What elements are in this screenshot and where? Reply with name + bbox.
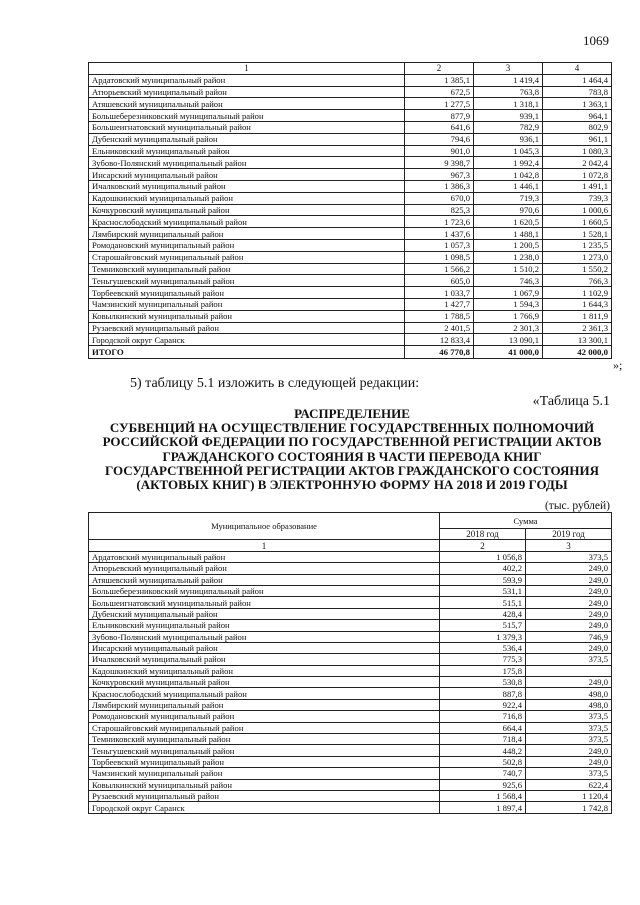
table-row (89, 756, 612, 767)
table-row (89, 310, 612, 322)
table-row (89, 790, 612, 801)
amount-cell: 925,6 (440, 779, 526, 790)
amount-cell: 593,9 (440, 574, 526, 585)
table-row (89, 322, 612, 334)
amount-cell: 1 277,5 (405, 98, 474, 110)
amount-cell: 249,0 (526, 597, 612, 608)
table-row (89, 110, 612, 122)
amount-cell: 1 897,4 (440, 802, 526, 813)
amount-cell: 802,9 (543, 121, 612, 133)
amount-cell: 1 385,1 (405, 74, 474, 86)
amount-cell: 1 566,2 (405, 263, 474, 275)
amount-cell: 1 811,9 (543, 310, 612, 322)
municipality-cell: Ромодановский муниципальный район (89, 239, 405, 251)
amount-cell: 428,4 (440, 608, 526, 619)
amount-cell: 249,0 (526, 608, 612, 619)
amount-cell: 1 056,8 (440, 551, 526, 562)
page-number: 1069 (583, 33, 609, 48)
unit-label: (тыс. рублей) (544, 500, 610, 512)
amount-cell: 249,0 (526, 756, 612, 767)
municipality-cell: Большеберезниковский муниципальный район (89, 585, 440, 596)
amount-cell: 664,4 (440, 722, 526, 733)
amount-cell: 775,3 (440, 654, 526, 665)
amount-cell: 373,5 (526, 551, 612, 562)
municipality-cell: Теньгушевский муниципальный район (89, 275, 405, 287)
table-row (89, 654, 612, 665)
table-row (89, 216, 612, 228)
table-row (89, 228, 612, 240)
heading-line: СУБВЕНЦИЙ НА ОСУЩЕСТВЛЕНИЕ ГОСУДАРСТВЕННЫХ ПОЛНОМОЧИЙ (109, 420, 595, 436)
amount-cell: 1 098,5 (405, 251, 474, 263)
municipality-cell: Лямбирский муниципальный район (89, 699, 440, 710)
amount-cell: 42 000,0 (543, 346, 612, 359)
amount-cell: 1 318,1 (474, 98, 543, 110)
amount-cell: 1 464,4 (543, 74, 612, 86)
amount-cell: 531,1 (440, 585, 526, 596)
amount-cell: 1 488,1 (474, 228, 543, 240)
table-row (89, 98, 612, 110)
table-row (89, 574, 612, 585)
municipality-cell: Чамзинский муниципальный район (89, 298, 405, 310)
table-row (89, 180, 612, 192)
table-row (89, 251, 612, 263)
amount-cell: 1 550,2 (543, 263, 612, 275)
table2-number-row (89, 540, 612, 551)
amount-cell: 718,4 (440, 734, 526, 745)
table-row (89, 275, 612, 287)
amount-cell: 41 000,0 (474, 346, 543, 359)
table-row (89, 631, 612, 642)
amount-cell: 964,1 (543, 110, 612, 122)
table-row (89, 642, 612, 653)
amount-cell: 1 437,6 (405, 228, 474, 240)
amount-cell: 373,5 (526, 722, 612, 733)
amount-cell: 739,3 (543, 192, 612, 204)
amount-cell: 922,4 (440, 699, 526, 710)
total-row (89, 346, 612, 359)
municipality-cell: Атюрьевский муниципальный район (89, 563, 440, 574)
amount-cell: 1 788,5 (405, 310, 474, 322)
municipality-cell: Инсарский муниципальный район (89, 642, 440, 653)
amount-cell: 1 235,5 (543, 239, 612, 251)
municipality-cell: Кадошкинский муниципальный район (89, 192, 405, 204)
amount-cell: 249,0 (526, 677, 612, 688)
amount-cell: 1 067,9 (474, 287, 543, 299)
municipality-cell: Большеигнатовский муниципальный район (89, 121, 405, 133)
column-header-sum: Сумма (440, 513, 612, 529)
municipality-cell: Ардатовский муниципальный район (89, 74, 405, 86)
table-row (89, 263, 612, 275)
table-row (89, 192, 612, 204)
municipality-cell: Кадошкинский муниципальный район (89, 665, 440, 676)
amount-cell: 641,6 (405, 121, 474, 133)
amount-cell: 746,9 (526, 631, 612, 642)
table2-number-cell: 3 (526, 540, 612, 551)
amount-cell: 1 045,3 (474, 145, 543, 157)
column-header-2019: 2019 год (526, 529, 612, 540)
amount-cell: 1 620,5 (474, 216, 543, 228)
table1-header-cell: 1 (89, 63, 405, 75)
table1-header-row (89, 63, 612, 75)
amount-cell: 1 723,6 (405, 216, 474, 228)
amount-cell: 1 419,4 (474, 74, 543, 86)
municipality-cell: Инсарский муниципальный район (89, 169, 405, 181)
amount-cell: 498,0 (526, 699, 612, 710)
amount-cell: 887,8 (440, 688, 526, 699)
municipality-cell: Городской округ Саранск (89, 802, 440, 813)
amount-cell: 402,2 (440, 563, 526, 574)
amount-cell: 249,0 (526, 574, 612, 585)
amount-cell: 13 300,1 (543, 334, 612, 346)
table-row (89, 608, 612, 619)
table-row (89, 734, 612, 745)
municipality-cell: Чамзинский муниципальный район (89, 768, 440, 779)
amount-cell: 515,7 (440, 620, 526, 631)
municipality-cell: ИТОГО (89, 346, 405, 359)
heading-line: РАСПРЕДЕЛЕНИЕ (294, 406, 410, 421)
amendment-instruction: 5) таблицу 5.1 изложить в следующей редакции: (130, 376, 420, 391)
amount-cell: 740,7 (440, 768, 526, 779)
municipality-cell: Ельниковский муниципальный район (89, 620, 440, 631)
amount-cell: 936,1 (474, 133, 543, 145)
table-row (89, 677, 612, 688)
amount-cell: 2 301,3 (474, 322, 543, 334)
municipality-cell: Ромодановский муниципальный район (89, 711, 440, 722)
table-row (89, 665, 612, 676)
amount-cell: 782,9 (474, 121, 543, 133)
amount-cell: 719,3 (474, 192, 543, 204)
table-row (89, 585, 612, 596)
table1-header-cell: 4 (543, 63, 612, 75)
table-row (89, 563, 612, 574)
amount-cell: 249,0 (526, 642, 612, 653)
amount-cell: 1 273,0 (543, 251, 612, 263)
column-header-municipality: Муниципальное образование (89, 513, 440, 540)
amount-cell: 515,1 (440, 597, 526, 608)
municipality-cell: Ичалковский муниципальный район (89, 654, 440, 665)
table1-header-cell: 2 (405, 63, 474, 75)
amount-cell: 249,0 (526, 620, 612, 631)
amount-cell: 622,4 (526, 779, 612, 790)
amount-cell: 249,0 (526, 585, 612, 596)
heading-line: РОССИЙСКОЙ ФЕДЕРАЦИИ ПО ГОСУДАРСТВЕННОЙ РЕГИСТРАЦИИ АКТОВ (102, 434, 602, 450)
amount-cell: 670,0 (405, 192, 474, 204)
municipality-cell: Атяшевский муниципальный район (89, 98, 405, 110)
amount-cell: 1 992,4 (474, 157, 543, 169)
amount-cell: 961,1 (543, 133, 612, 145)
amount-cell: 1 033,7 (405, 287, 474, 299)
amount-cell: 1 427,7 (405, 298, 474, 310)
municipality-cell: Краснослободский муниципальный район (89, 688, 440, 699)
table-row (89, 121, 612, 133)
table2-header-row (89, 513, 612, 529)
amount-cell: 536,4 (440, 642, 526, 653)
amount-cell: 1 120,4 (526, 790, 612, 801)
amount-cell: 877,9 (405, 110, 474, 122)
amount-cell: 1 568,4 (440, 790, 526, 801)
amount-cell: 498,0 (526, 688, 612, 699)
amount-cell: 249,0 (526, 563, 612, 574)
amount-cell: 373,5 (526, 768, 612, 779)
amount-cell: 2 401,5 (405, 322, 474, 334)
municipality-cell: Атяшевский муниципальный район (89, 574, 440, 585)
table-row (89, 711, 612, 722)
amount-cell: 1 080,3 (543, 145, 612, 157)
amount-cell: 794,6 (405, 133, 474, 145)
table1-header-cell: 3 (474, 63, 543, 75)
municipality-cell: Краснослободский муниципальный район (89, 216, 405, 228)
table-row (89, 287, 612, 299)
municipality-cell: Ардатовский муниципальный район (89, 551, 440, 562)
municipality-cell: Рузаевский муниципальный район (89, 322, 405, 334)
municipality-cell: Старошайговский муниципальный район (89, 722, 440, 733)
table-row (89, 298, 612, 310)
table-row (89, 722, 612, 733)
municipality-cell: Дубенский муниципальный район (89, 133, 405, 145)
amount-cell: 1 072,8 (543, 169, 612, 181)
amount-cell: 1 510,2 (474, 263, 543, 275)
amount-cell: 970,6 (474, 204, 543, 216)
municipality-cell: Большеберезниковский муниципальный район (89, 110, 405, 122)
table-row (89, 745, 612, 756)
amount-cell: 766,3 (543, 275, 612, 287)
municipality-cell: Торбеевский муниципальный район (89, 756, 440, 767)
amount-cell: 783,8 (543, 86, 612, 98)
subsidy-table-previous (88, 62, 612, 359)
amount-cell: 1 102,9 (543, 287, 612, 299)
heading-line: (АКТОВЫХ КНИГ) В ЭЛЕКТРОННУЮ ФОРМУ НА 2018 И 2019 ГОДЫ (136, 477, 568, 493)
amount-cell: 12 833,4 (405, 334, 474, 346)
table-row (89, 551, 612, 562)
amount-cell: 1 594,3 (474, 298, 543, 310)
amount-cell: 2 042,4 (543, 157, 612, 169)
municipality-cell: Ковылкинский муниципальный район (89, 779, 440, 790)
table2-body (89, 513, 612, 814)
amount-cell: 1 379,3 (440, 631, 526, 642)
municipality-cell: Ковылкинский муниципальный район (89, 310, 405, 322)
amount-cell: 763,8 (474, 86, 543, 98)
municipality-cell: Атюрьевский муниципальный район (89, 86, 405, 98)
municipality-cell: Ельниковский муниципальный район (89, 145, 405, 157)
amount-cell: 746,3 (474, 275, 543, 287)
amount-cell: 1 644,3 (543, 298, 612, 310)
amount-cell: 825,3 (405, 204, 474, 216)
table-row (89, 768, 612, 779)
amount-cell: 13 090,1 (474, 334, 543, 346)
table-row (89, 169, 612, 181)
amount-cell: 373,5 (526, 654, 612, 665)
table-row (89, 239, 612, 251)
municipality-cell: Дубенский муниципальный район (89, 608, 440, 619)
municipality-cell: Кочкуровский муниципальный район (89, 677, 440, 688)
table-row (89, 145, 612, 157)
amount-cell: 1 042,8 (474, 169, 543, 181)
municipality-cell: Старошайговский муниципальный район (89, 251, 405, 263)
amount-cell: 672,5 (405, 86, 474, 98)
amount-cell: 967,3 (405, 169, 474, 181)
municipality-cell: Городской округ Саранск (89, 334, 405, 346)
table-row (89, 688, 612, 699)
table2-number-cell: 2 (440, 540, 526, 551)
table-row (89, 802, 612, 813)
table-row (89, 204, 612, 216)
amount-cell: 605,0 (405, 275, 474, 287)
municipality-cell: Лямбирский муниципальный район (89, 228, 405, 240)
table-row (89, 133, 612, 145)
amount-cell: 1 766,9 (474, 310, 543, 322)
amount-cell: 448,2 (440, 745, 526, 756)
amount-cell: 2 361,3 (543, 322, 612, 334)
table-row (89, 699, 612, 710)
table-row (89, 157, 612, 169)
amount-cell (526, 665, 612, 676)
closing-quote: »; (613, 358, 623, 372)
table-row (89, 597, 612, 608)
heading-line: ГРАЖДАНСКОГО СОСТОЯНИЯ В ЧАСТИ ПЕРЕВОДА КНИГ (162, 448, 542, 464)
amount-cell: 502,8 (440, 756, 526, 767)
amount-cell: 901,0 (405, 145, 474, 157)
municipality-cell: Темниковский муниципальный район (89, 263, 405, 275)
municipality-cell: Ичалковский муниципальный район (89, 180, 405, 192)
municipality-cell: Теньгушевский муниципальный район (89, 745, 440, 756)
amount-cell: 1 057,3 (405, 239, 474, 251)
amount-cell: 1 238,0 (474, 251, 543, 263)
municipality-cell: Торбеевский муниципальный район (89, 287, 405, 299)
amount-cell: 939,1 (474, 110, 543, 122)
amount-cell: 1 660,5 (543, 216, 612, 228)
heading-line: ГОСУДАРСТВЕННОЙ РЕГИСТРАЦИИ АКТОВ ГРАЖДАНСКОГО СОСТОЯНИЯ (105, 462, 599, 478)
table1-body (89, 63, 612, 359)
municipality-cell: Темниковский муниципальный район (89, 734, 440, 745)
table2-number-cell: 1 (89, 540, 440, 551)
amount-cell: 249,0 (526, 745, 612, 756)
amount-cell: 716,8 (440, 711, 526, 722)
amount-cell: 175,8 (440, 665, 526, 676)
table-caption: «Таблица 5.1 (532, 394, 610, 409)
table-row (89, 86, 612, 98)
amount-cell: 1 446,1 (474, 180, 543, 192)
amount-cell: 1 386,3 (405, 180, 474, 192)
amount-cell: 373,5 (526, 711, 612, 722)
amount-cell: 1 363,1 (543, 98, 612, 110)
table-row (89, 620, 612, 631)
column-header-2018: 2018 год (440, 529, 526, 540)
municipality-cell: Большеигнатовский муниципальный район (89, 597, 440, 608)
distribution-heading (92, 407, 612, 492)
municipality-cell: Зубово-Полянский муниципальный район (89, 631, 440, 642)
table-row (89, 334, 612, 346)
municipality-cell: Зубово-Полянский муниципальный район (89, 157, 405, 169)
amount-cell: 9 398,7 (405, 157, 474, 169)
table-row (89, 779, 612, 790)
table-row (89, 74, 612, 86)
subsidy-table-distribution (88, 512, 612, 814)
municipality-cell: Рузаевский муниципальный район (89, 790, 440, 801)
amount-cell: 1 528,1 (543, 228, 612, 240)
amount-cell: 1 491,1 (543, 180, 612, 192)
amount-cell: 46 770,8 (405, 346, 474, 359)
amount-cell: 1 742,8 (526, 802, 612, 813)
amount-cell: 1 200,5 (474, 239, 543, 251)
amount-cell: 1 000,6 (543, 204, 612, 216)
amount-cell: 530,8 (440, 677, 526, 688)
amount-cell: 373,5 (526, 734, 612, 745)
municipality-cell: Кочкуровский муниципальный район (89, 204, 405, 216)
